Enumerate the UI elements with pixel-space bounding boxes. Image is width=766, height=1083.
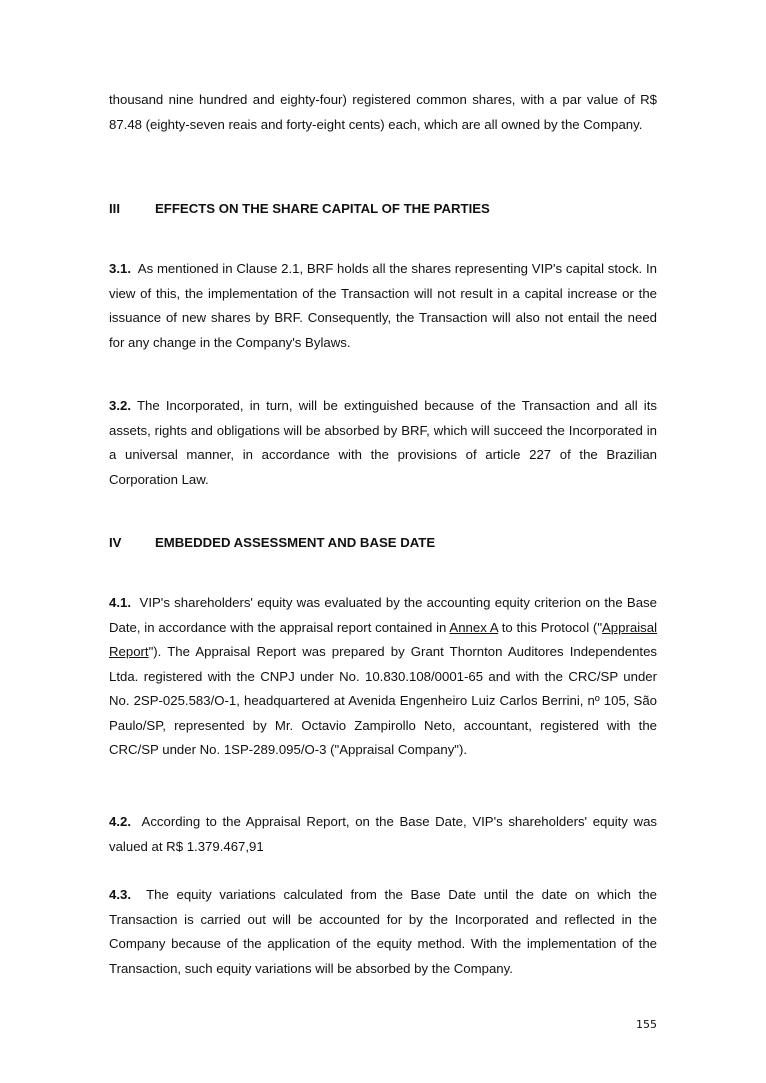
clause-number: 3.1. (109, 261, 131, 276)
section-heading-iii (109, 199, 657, 219)
clause-text: As mentioned in Clause 2.1, BRF holds all the shares representing VIP's capital stock. In view of this, the implementation of the Transaction will not result in a capital increase or the issuance of new shares by BRF. Consequently, the Transaction will also not entail the need for any change in the Company's Bylaws. (109, 261, 657, 350)
clause-text: According to the Appraisal Report, on the Base Date, VIP's shareholders' equity was valued at R$ 1.379.467,91 (109, 814, 657, 854)
clause-4-1 (109, 591, 657, 763)
section-title: EMBEDDED ASSESSMENT AND BASE DATE (155, 535, 436, 550)
clause-text: The Incorporated, in turn, will be extinguished because of the Transaction and all its assets, rights and obligations will be absorbed by BRF, which will succeed the Incorporated in a universal manner, in accordance with the provisions of article 227 of the Brazilian Corporation Law. (109, 398, 657, 487)
clause-4-2 (109, 810, 657, 859)
section-heading-iv (109, 533, 657, 553)
section-title: EFFECTS ON THE SHARE CAPITAL OF THE PARTIES (155, 201, 490, 216)
clause-4-3 (109, 883, 657, 981)
clause-number: 3.2. (109, 398, 131, 413)
intro-paragraph (109, 88, 657, 137)
clause-number: 4.1. (109, 595, 131, 610)
clause-3-2 (109, 394, 657, 492)
section-number: III (109, 201, 120, 216)
clause-text-a: VIP's shareholders' equity was evaluated by the accounting equity criterion on the Base Date, in accordance with the appraisal report contained in (109, 595, 657, 635)
clause-text-c: "). The Appraisal Report was prepared by Grant Thornton Auditores Independentes Ltda. registered with the CNPJ under No. 10.830.108/0001-65 and with the CRC/SP under No. 2SP-025.583/O-1, headquartered at Avenida Engenheiro Luiz Carlos Berrini, nº 105, São Paulo/SP, represented by Mr. Octavio Zampirollo Neto, accountant, registered with the CRC/SP under No. 1SP-289.095/O-3 ("Appraisal Company"). (109, 644, 657, 757)
clause-text: The equity variations calculated from the Base Date until the date on which the Transaction is carried out will be accounted for by the Incorporated and reflected in the Company because of the application of the equity method. With the implementation of the Transaction, such equity variations will be absorbed by the Company. (109, 887, 657, 976)
clause-number: 4.2. (109, 814, 131, 829)
intro-text: thousand nine hundred and eighty-four) registered common shares, with a par value of R$ 87.48 (eighty-seven reais and forty-eight cents) each, which are all owned by the Company. (109, 92, 657, 132)
annex-a-link[interactable]: Annex A (449, 619, 498, 635)
clause-text-b: to this Protocol (" (497, 619, 603, 635)
clause-number: 4.3. (109, 887, 131, 902)
appraisal-report-link[interactable]: Appraisal Report (109, 619, 657, 659)
page-number: 155 (636, 1018, 657, 1031)
section-number: IV (109, 535, 122, 550)
clause-3-1 (109, 257, 657, 355)
